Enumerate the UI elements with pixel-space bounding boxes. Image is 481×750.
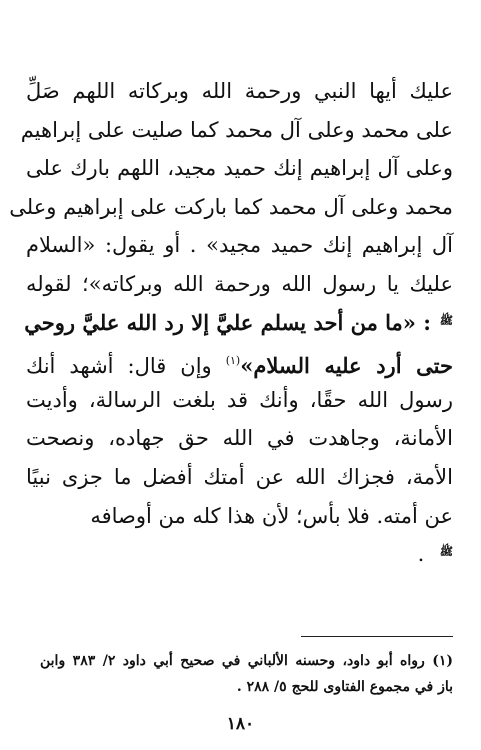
text-line: عليك أيها النبي ورحمة الله وبركاته اللهم صَلِّ xyxy=(26,79,453,103)
text-line: عن أمته. فلا بأس؛ لأن هذا كله من أوصافه xyxy=(90,503,453,528)
text-line xyxy=(26,304,453,343)
text-line: رسول الله حقًا، وأنك قد بلغت الرسالة، وأديت xyxy=(26,387,453,412)
text-line: على محمد وعلى آل محمد كما صليت على إبراهيم xyxy=(20,117,453,142)
main-text xyxy=(9,72,453,574)
text-line: الأمة، فجزاك الله عن أمتك أفضل ما جزى نبيًا xyxy=(26,464,453,489)
text-line: محمد وعلى آل محمد كما باركت على إبراهيم وعلى xyxy=(9,194,453,219)
footnote-line: (١) رواه أبو داود، وحسنه الألباني في صحيح أبي داود ٢/ ٣٨٣ وابن xyxy=(40,653,454,669)
honorific-mark: ﷺ xyxy=(439,545,453,559)
footnote-line: باز في مجموع الفتاوى للحج ٥/ ٢٨٨ . xyxy=(236,679,453,695)
text-line: عليك يا رسول الله ورحمة الله وبركاته»؛ لقوله xyxy=(26,271,453,296)
text-line xyxy=(26,342,453,381)
hadith-text: : «ما من أحد يسلم عليَّ إلا رد الله عليَّ روحي xyxy=(24,309,431,335)
text-line: آل إبراهيم إنك حميد مجيد» . أو يقول: «السلام xyxy=(26,233,453,258)
footnote-reference: (١) xyxy=(225,354,241,368)
footnotes xyxy=(40,648,453,700)
text-segment: وإن قال: أشهد أنك xyxy=(26,354,226,379)
text-line: الأمانة، وجاهدت في الله حق جهاده، ونصحت xyxy=(26,426,453,451)
text-line xyxy=(26,535,453,574)
page-number: ١٨٠ xyxy=(226,714,255,734)
hadith-text-end: حتى أرد عليه السلام» xyxy=(240,353,453,379)
footnote-divider xyxy=(301,636,453,637)
honorific-mark: ﷺ xyxy=(439,313,453,327)
text-segment: . xyxy=(417,542,431,567)
text-line: وعلى آل إبراهيم إنك حميد مجيد، اللهم بارك على xyxy=(26,156,453,181)
